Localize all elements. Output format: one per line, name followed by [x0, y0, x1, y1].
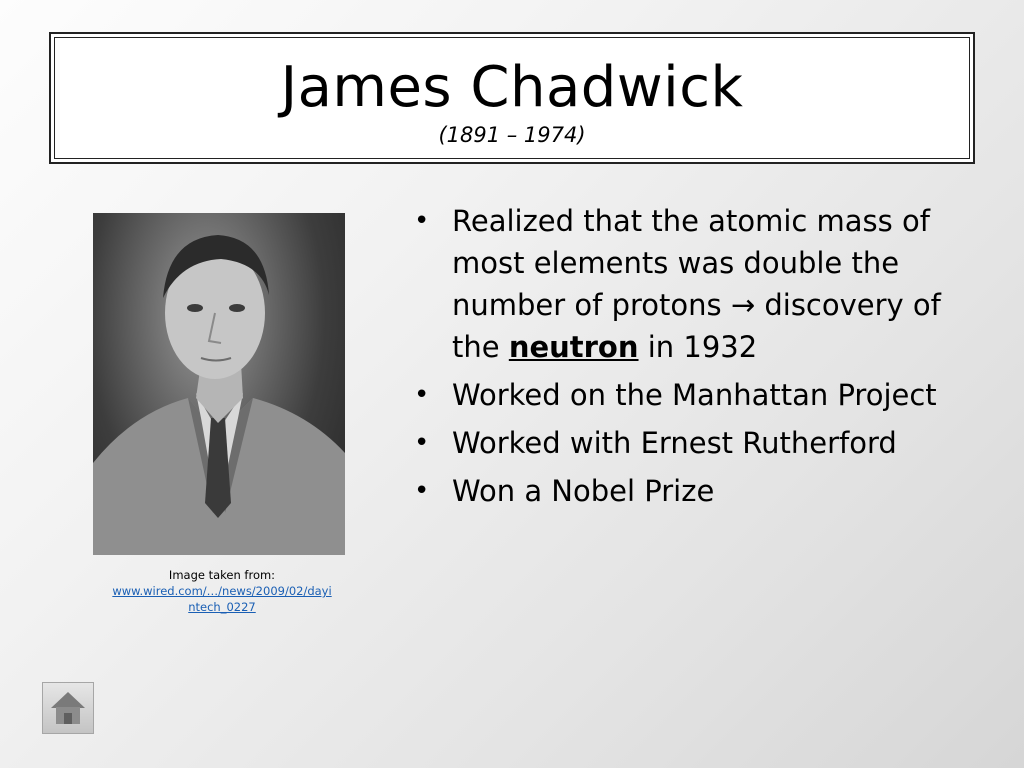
bullet-dot-icon: •	[414, 206, 430, 236]
title-inner-border	[54, 37, 970, 159]
image-caption	[110, 567, 334, 615]
source-link[interactable]: www.wired.com/…/news/2009/02/dayintech_0227	[112, 584, 332, 614]
bullet-text-continued: discovery of the	[452, 288, 941, 364]
bullet-dot-icon: •	[414, 476, 430, 506]
home-icon	[49, 689, 87, 727]
arrow-icon: →	[730, 288, 756, 322]
keyword-neutron: neutron	[508, 330, 639, 364]
bullet-list	[410, 200, 985, 518]
bullet-item	[410, 200, 985, 368]
bullet-dot-icon: •	[414, 380, 430, 410]
bullet-text: Realized that the atomic mass of most elements was double the number of protons	[452, 204, 930, 322]
bullet-text: Worked on the Manhattan Project	[452, 378, 937, 412]
portrait-photo	[93, 213, 345, 555]
bullet-text-end: in 1932	[638, 330, 758, 364]
bullet-item	[410, 374, 985, 416]
caption-label: Image taken from:	[168, 568, 276, 582]
home-button[interactable]	[42, 682, 94, 734]
slide-subtitle: (1891 – 1974)	[438, 123, 586, 147]
bullet-dot-icon: •	[414, 428, 430, 458]
bullet-item	[410, 422, 985, 464]
bullet-item	[410, 470, 985, 512]
portrait-illustration	[93, 213, 345, 555]
title-box	[49, 32, 975, 164]
slide-title: James Chadwick	[280, 55, 744, 120]
bullet-text: Worked with Ernest Rutherford	[452, 426, 897, 460]
bullet-text: Won a Nobel Prize	[452, 474, 715, 508]
